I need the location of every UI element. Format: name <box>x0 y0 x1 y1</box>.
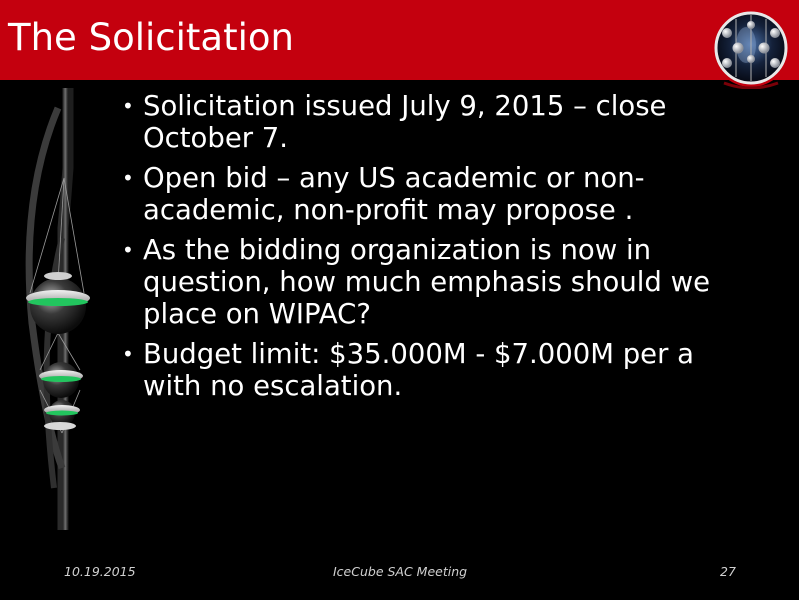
bullet-glyph: • <box>122 238 134 262</box>
bullet-text: As the bidding organization is now in question, how much emphasis should we place on WIPAC? <box>143 234 711 330</box>
bullet-item <box>118 90 758 154</box>
footer-event: IceCube SAC Meeting <box>333 564 468 579</box>
bullet-item <box>118 338 758 402</box>
title-bar <box>0 0 799 80</box>
slide-title: The Solicitation <box>8 16 294 59</box>
bullet-list <box>118 90 758 410</box>
optical-sensor-string-illustration <box>14 88 104 530</box>
footer-date: 10.19.2015 <box>64 564 136 579</box>
bullet-glyph: • <box>122 166 134 190</box>
bullet-glyph: • <box>122 342 134 366</box>
bullet-text: Open bid – any US academic or non-academic, non-profit may propose . <box>143 162 645 226</box>
bullet-item <box>118 162 758 226</box>
footer-page-number: 27 <box>720 564 736 579</box>
bullet-text: Solicitation issued July 9, 2015 – close October 7. <box>143 90 667 154</box>
bullet-item <box>118 234 758 330</box>
icecube-logo-icon <box>710 7 792 89</box>
bullet-glyph: • <box>122 94 134 118</box>
bullet-text: Budget limit: $35.000M - $7.000M per a with no escalation. <box>143 338 694 402</box>
